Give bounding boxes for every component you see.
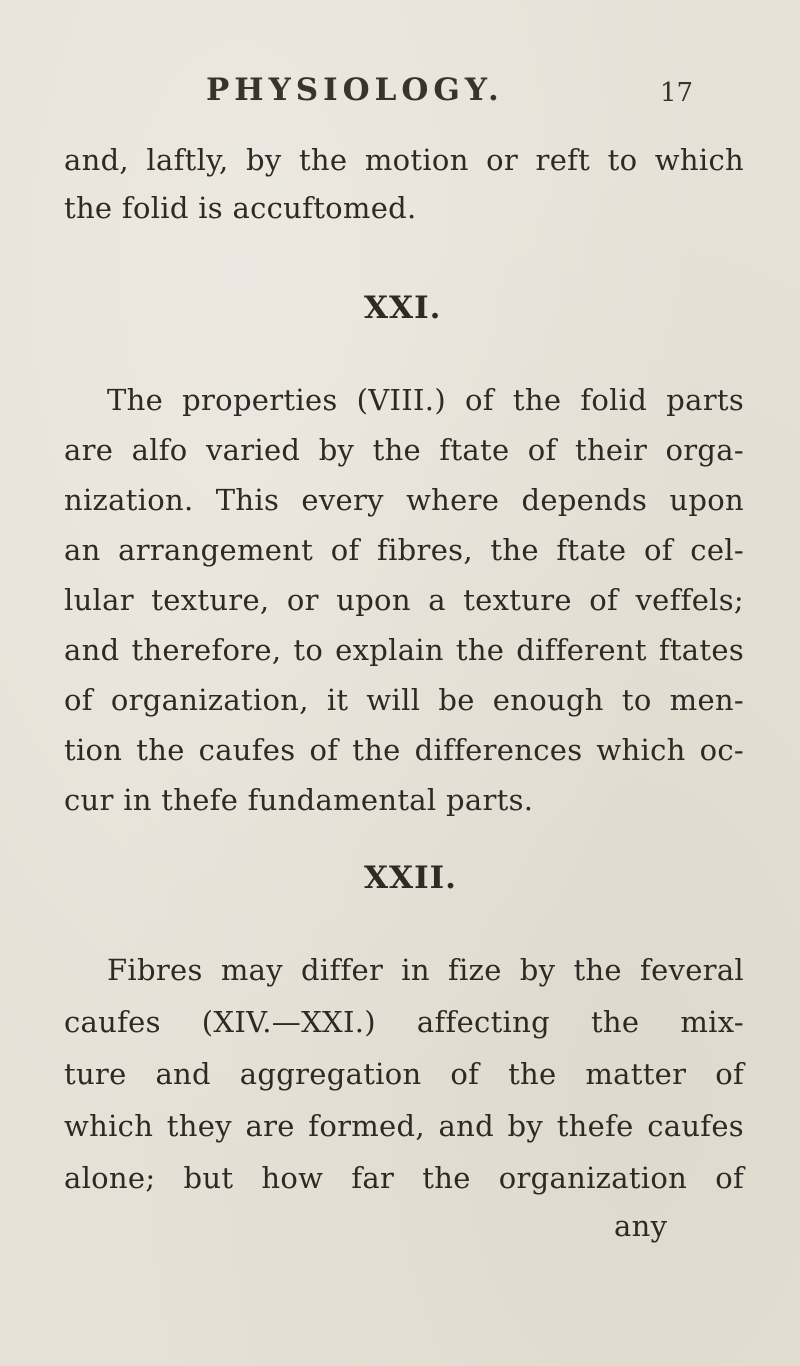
text-line: lular texture, or upon a texture of veffels;: [64, 583, 744, 617]
text-line: ture and aggregation of the matter of: [64, 1057, 744, 1091]
catchword: any: [614, 1209, 668, 1243]
text-line: are alfo varied by the ftate of their orga-: [64, 433, 744, 467]
text-line: The properties (VIII.) of the folid parts: [107, 383, 744, 417]
text-line: nization. This every where depends upon: [64, 483, 744, 517]
text-line: and, laftly, by the motion or reft to which: [64, 143, 744, 177]
text-line: an arrangement of fibres, the ftate of cel-: [64, 533, 744, 567]
text-line: alone; but how far the organization of: [64, 1161, 744, 1195]
running-head: PHYSIOLOGY.: [206, 72, 504, 108]
text-line: cur in thefe fundamental parts.: [64, 783, 534, 817]
text-line: Fibres may differ in fize by the feveral: [107, 953, 744, 987]
text-line: the folid is accuftomed.: [64, 191, 417, 225]
text-line: and therefore, to explain the different ftates: [64, 633, 744, 667]
section-number: XXII.: [364, 860, 457, 896]
text-line: which they are formed, and by thefe caufes: [64, 1109, 744, 1143]
text-line: tion the caufes of the differences which oc-: [64, 733, 744, 767]
page-header: [0, 72, 800, 112]
section-number: XXI.: [364, 290, 442, 326]
text-line: of organization, it will be enough to men-: [64, 683, 744, 717]
text-line: caufes (XIV.—XXI.) affecting the mix-: [64, 1005, 744, 1039]
page-number: 17: [660, 78, 694, 108]
